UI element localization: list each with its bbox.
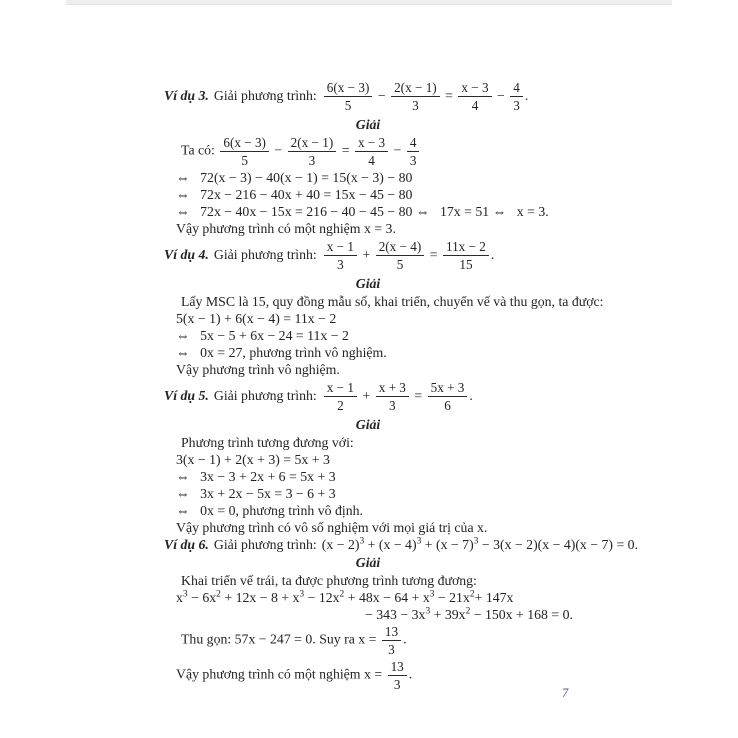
math-line: Khai triển vế trái, ta được phương trình tương đương: <box>181 573 477 588</box>
fraction: $\frac{4}{3}$ <box>407 135 420 168</box>
math-line: Vậy phương trình có một nghiệm x = $\frac{13}{3}$ . <box>176 659 413 692</box>
example-label: Ví dụ 4. <box>164 246 209 262</box>
example-label: Ví dụ 6. <box>164 537 209 552</box>
fraction: $\frac{13}{3}$ <box>388 659 407 692</box>
fraction: $\frac{x - 3}{4}$ <box>458 80 491 113</box>
example-prompt: Giải phương trình: <box>213 387 317 403</box>
exponent: 3 <box>416 536 422 547</box>
example-heading <box>164 237 610 274</box>
math-line: ⇔ 0x = 27, phương trình vô nghiệm. <box>176 345 387 360</box>
fraction: $\frac{5x + 3}{6}$ <box>428 380 468 413</box>
example-block-6 <box>164 536 639 693</box>
solution-heading: Giải <box>355 417 381 432</box>
exponent: 2 <box>339 589 345 600</box>
example-equation: $\frac{6(x - 3)}{5}$ − $\frac{2(x - 1)}{3}$ = $\frac{x - 3}{4}$ − $\frac{4}{3}$ . <box>322 88 529 103</box>
math-line: ⇔ 5x − 5 + 6x − 24 = 11x − 2 <box>176 328 349 343</box>
fraction: $\frac{6(x - 3)}{5}$ <box>324 80 373 113</box>
fraction: $\frac{4}{3}$ <box>510 80 523 113</box>
example-equation: $\frac{x - 1}{2}$ + $\frac{x + 3}{3}$ = $\frac{5x + 3}{6}$ . <box>322 388 473 403</box>
math-line: Vậy phương trình có một nghiệm x = 3. <box>176 221 396 236</box>
fraction: $\frac{x - 1}{3}$ <box>324 239 357 272</box>
fraction: $\frac{2(x - 1)}{3}$ <box>288 135 337 168</box>
exponent: 3 <box>299 589 305 600</box>
fraction: $\frac{6(x - 3)}{5}$ <box>220 135 269 168</box>
math-line: 3(x − 1) + 2(x + 3) = 5x + 3 <box>176 452 330 467</box>
math-line: ⇔ 72x − 40x − 15x = 216 − 40 − 45 − 80 ⇔ 17x = 51 ⇔ x = 3. <box>176 204 549 219</box>
math-line: ⇔ 72(x − 3) − 40(x − 1) = 15(x − 3) − 80 <box>176 170 413 185</box>
math-line: 5(x − 1) + 6(x − 4) = 11x − 2 <box>176 311 337 326</box>
math-line: ⇔ 3x + 2x − 5x = 3 − 6 + 3 <box>176 486 336 501</box>
example-heading <box>164 378 610 415</box>
math-line: Lấy MSC là 15, quy đồng mẫu số, khai triển, chuyển vế và thu gọn, ta được: <box>181 294 604 309</box>
math-line: ⇔ 0x = 0, phương trình vô định. <box>176 503 363 518</box>
example-equation: $(x - 2)^3 + (x - 4)^3 + (x - 7)^3 - 3(x - 2)(x - 4)(x - 7) = 0$. <box>321 536 639 552</box>
example-block-4 <box>164 237 610 378</box>
fraction: $\frac{13}{3}$ <box>382 624 401 657</box>
page-number: 7 <box>562 686 569 700</box>
example-prompt: Giải phương trình: <box>213 87 317 103</box>
exponent: 3 <box>182 589 188 600</box>
exponent: 2 <box>216 589 221 600</box>
example-label: Ví dụ 3. <box>164 87 209 103</box>
fraction: $\frac{x - 3}{4}$ <box>355 135 388 168</box>
exponent: 2 <box>469 589 475 600</box>
example-prompt: Giải phương trình: <box>213 537 317 552</box>
example-heading <box>164 536 639 553</box>
math-line: Vậy phương trình có vô số nghiệm với mọi giá trị của x. <box>176 520 488 535</box>
example-equation: $\frac{x - 1}{3}$ + $\frac{2(x - 4)}{5}$ = $\frac{11x - 2}{15}$ . <box>322 247 495 262</box>
exponent: 3 <box>425 606 431 617</box>
exponent: 3 <box>473 536 479 547</box>
example-label: Ví dụ 5. <box>164 387 209 403</box>
math-line: Thu gọn: 57x − 247 = 0. Suy ra x = $\frac{13}{3}$ . <box>181 624 407 657</box>
solution-heading: Giải <box>355 117 381 132</box>
document-content <box>164 78 639 693</box>
fraction: $\frac{x - 1}{2}$ <box>324 380 357 413</box>
page-top-edge <box>66 0 672 5</box>
exponent: 3 <box>359 536 365 547</box>
math-line: $x^3 - 6x^2 + 12x - 8 + x^3 - 12x^2 + 48x - 64 + x^3 - 21x^2+ 147x$ <box>176 589 514 605</box>
math-line: − $343 - 3x^3 + 39x^2 - 150x + 168 = 0$. <box>365 606 573 622</box>
example-prompt: Giải phương trình: <box>213 246 317 262</box>
math-line: ⇔ 72x − 216 − 40x + 40 = 15x − 45 − 80 <box>176 187 413 202</box>
fraction: $\frac{2(x - 4)}{5}$ <box>376 239 425 272</box>
exponent: 2 <box>465 606 471 617</box>
math-line: ⇔ 3x − 3 + 2x + 6 = 5x + 3 <box>176 469 336 484</box>
solution-heading: Giải <box>355 555 381 570</box>
example-block-5 <box>164 378 610 536</box>
math-line: Ta có: $\frac{6(x - 3)}{5}$ − $\frac{2(x - 1)}{3}$ = $\frac{x - 3}{4}$ − $\frac{4}{3}$ <box>164 134 610 169</box>
exponent: 3 <box>429 589 435 600</box>
math-line: Phương trình tương đương với: <box>181 435 354 450</box>
example-heading <box>164 78 610 115</box>
fraction: $\frac{x + 3}{3}$ <box>376 380 409 413</box>
fraction: $\frac{11x - 2}{15}$ <box>443 239 489 272</box>
fraction: $\frac{2(x - 1)}{3}$ <box>391 80 440 113</box>
example-block-3 <box>164 78 610 237</box>
solution-heading: Giải <box>355 276 381 291</box>
math-line: Vậy phương trình vô nghiệm. <box>176 362 340 377</box>
